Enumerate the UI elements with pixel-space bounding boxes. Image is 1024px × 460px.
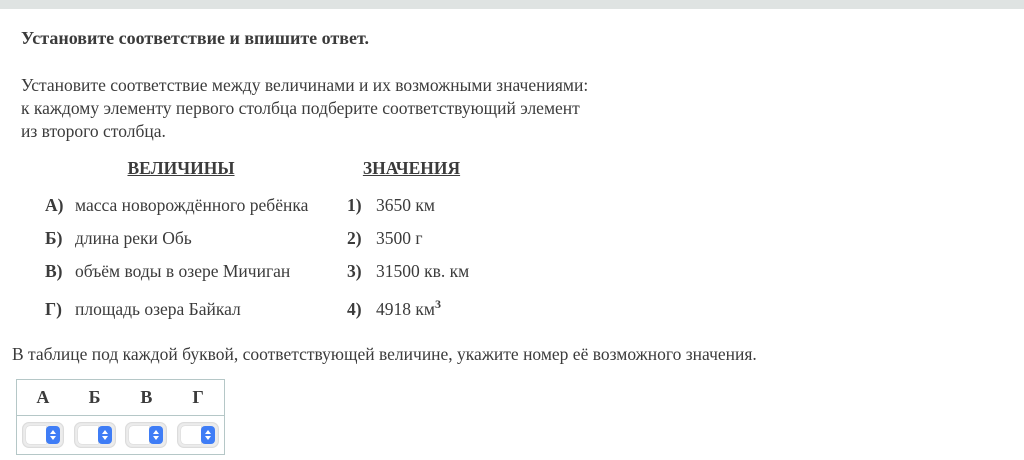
item-letter: Г) <box>45 298 62 319</box>
value-text: 3650 км <box>376 195 435 215</box>
answer-column-label-b: Б <box>88 386 101 407</box>
value-number: 1) <box>347 195 362 215</box>
match-row <box>45 183 1024 216</box>
question-content <box>0 9 1024 455</box>
answer-input-field[interactable] <box>78 426 98 444</box>
match-row <box>45 249 1024 282</box>
value-text <box>376 294 556 320</box>
task-description <box>21 74 1024 143</box>
stepper-up-icon[interactable] <box>153 430 159 434</box>
item-quantity: масса новорождённого ребёнка <box>75 195 309 215</box>
answer-cell-a <box>17 416 69 454</box>
matching-columns <box>45 158 1024 320</box>
answer-cell-g <box>172 416 224 454</box>
match-row <box>45 216 1024 249</box>
answer-column-label-v: В <box>140 386 153 407</box>
value-text-main: 4918 км <box>376 298 435 319</box>
matching-headers <box>45 158 1024 179</box>
item-quantity: площадь озера Байкал <box>75 298 241 319</box>
item-letter: Б) <box>45 228 63 248</box>
value-text: 3500 г <box>376 228 423 248</box>
answer-input-field[interactable] <box>129 426 149 444</box>
match-row <box>45 282 1024 320</box>
item-letter: В) <box>45 261 63 281</box>
stepper-down-icon[interactable] <box>153 436 159 440</box>
stepper-up-icon[interactable] <box>205 430 211 434</box>
answer-instruction: В таблице под каждой буквой, соответствующей величине, укажите номер её возможного значения. <box>12 343 757 364</box>
task-description-line: из второго столбца. <box>21 121 166 141</box>
top-bar <box>0 0 1024 9</box>
answer-table <box>16 379 225 455</box>
value-number: 3) <box>347 261 362 281</box>
number-stepper-icon[interactable] <box>201 426 215 444</box>
number-stepper-icon[interactable] <box>149 426 163 444</box>
stepper-down-icon[interactable] <box>205 436 211 440</box>
task-description-line: Установите соответствие между величинами и их возможными значениями: <box>21 75 589 95</box>
answer-input-b[interactable] <box>74 422 116 448</box>
answer-input-g[interactable] <box>177 422 219 448</box>
number-stepper-icon[interactable] <box>98 426 112 444</box>
item-letter: А) <box>45 195 64 215</box>
answer-input-v[interactable] <box>125 422 167 448</box>
number-stepper-icon[interactable] <box>46 426 60 444</box>
answer-input-field[interactable] <box>26 426 46 444</box>
left-column-header: ВЕЛИЧИНЫ <box>127 158 235 178</box>
stepper-up-icon[interactable] <box>102 430 108 434</box>
item-quantity: длина реки Обь <box>75 228 192 248</box>
answer-column-label-g: Г <box>192 386 204 407</box>
item-quantity: объём воды в озере Мичиган <box>75 261 291 281</box>
answer-table-inputs-row <box>17 416 224 454</box>
answer-column-label-a: А <box>36 386 50 407</box>
stepper-down-icon[interactable] <box>102 436 108 440</box>
answer-cell-b <box>69 416 121 454</box>
answer-input-a[interactable] <box>22 422 64 448</box>
stepper-down-icon[interactable] <box>50 436 56 440</box>
answer-input-field[interactable] <box>181 426 201 444</box>
right-column-header: ЗНАЧЕНИЯ <box>362 158 461 178</box>
task-description-line: к каждому элементу первого столбца подберите соответствующий элемент <box>21 98 580 118</box>
value-number: 2) <box>347 228 362 248</box>
value-number: 4) <box>347 298 362 319</box>
value-text: 31500 кв. км <box>376 261 470 281</box>
page-title: Установите соответствие и впишите ответ. <box>21 28 369 48</box>
stepper-up-icon[interactable] <box>50 430 56 434</box>
answer-table-header <box>17 380 224 416</box>
value-superscript: 3 <box>434 297 441 311</box>
answer-cell-v <box>121 416 173 454</box>
